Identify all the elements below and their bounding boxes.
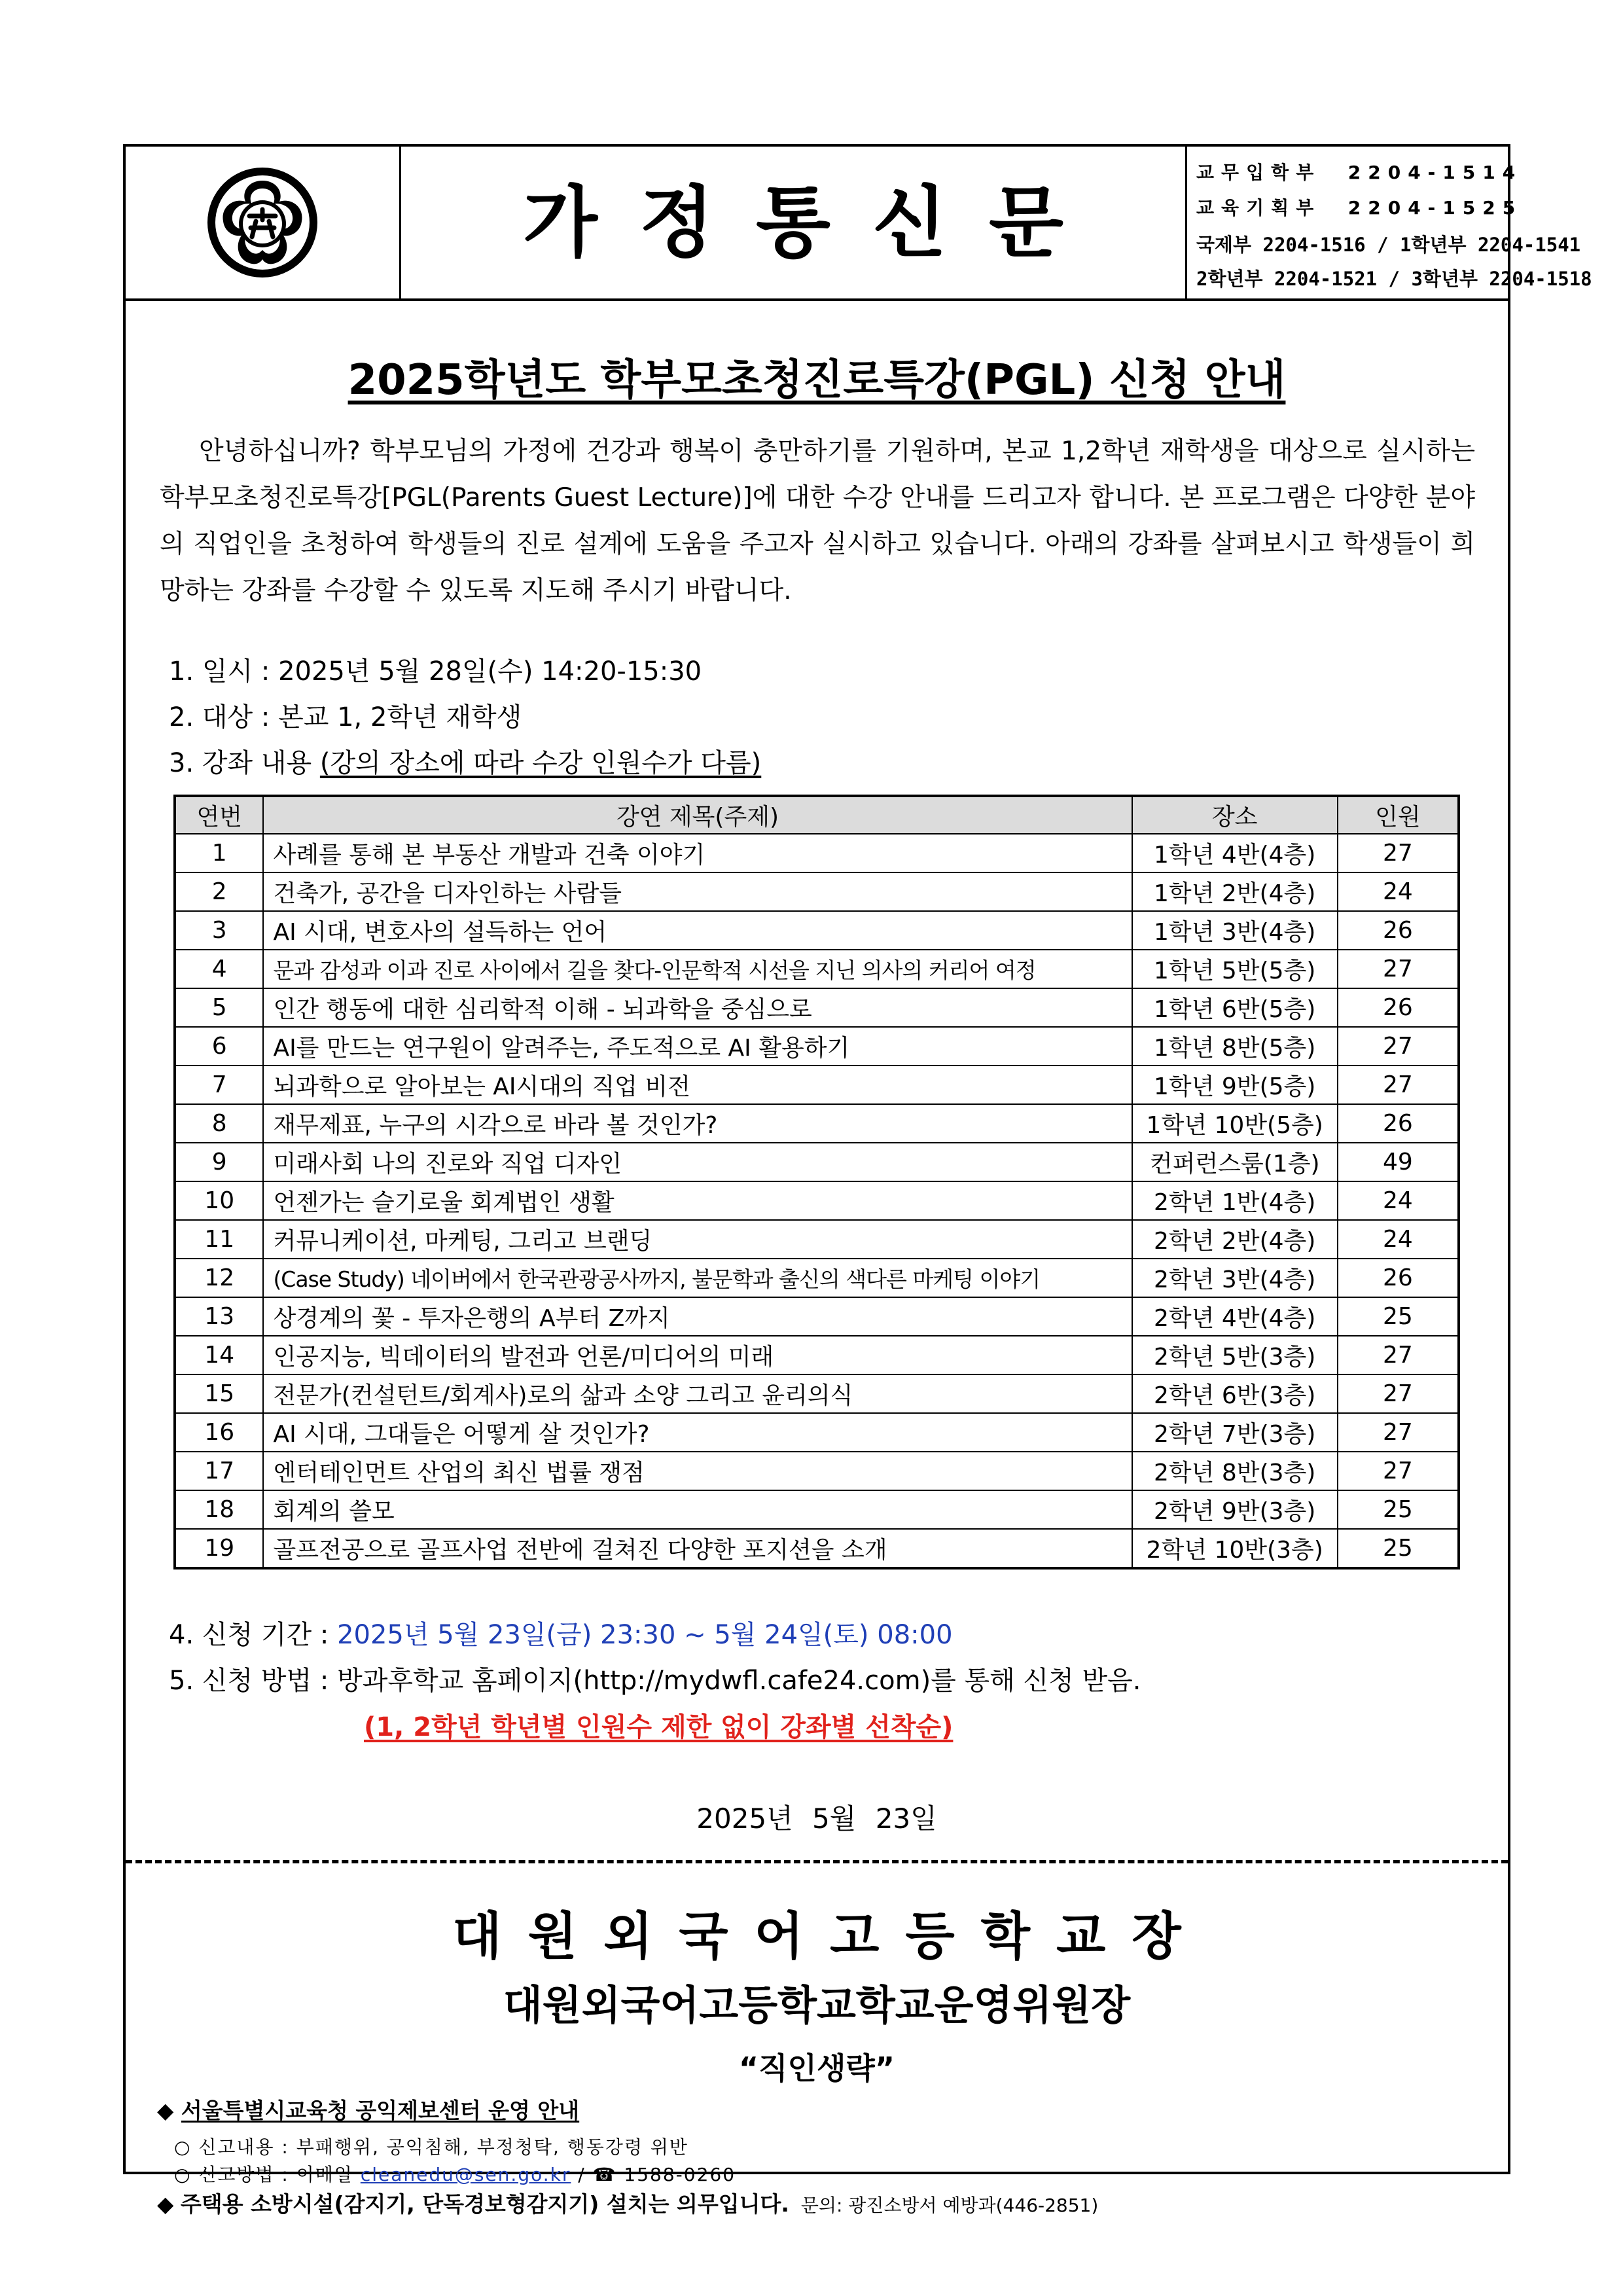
item-target: 2. 대상 : 본교 1, 2학년 재학생 bbox=[169, 702, 522, 732]
table-row bbox=[175, 1143, 1459, 1181]
fire-safety-notice: ◆ 주택용 소방시설(감지기, 단독경보형감지기) 설치는 의무입니다. 문의: 광진소방서 예방과(446-2851) bbox=[157, 2191, 1099, 2217]
cell-title: 재무제표, 누구의 시각으로 바라 볼 것인가? bbox=[263, 1104, 1132, 1143]
method-note: (1, 2학년 학년별 인원수 제한 없이 강좌별 선착순) bbox=[364, 1712, 954, 1742]
item-content: 3. 강좌 내용 (강의 장소에 따라 수강 인원수가 다름) bbox=[169, 748, 762, 778]
cell-place: 1학년 3반(4층) bbox=[1132, 911, 1338, 950]
table-row bbox=[175, 1452, 1459, 1490]
cell-title: AI 시대, 그대들은 어떻게 살 것인가? bbox=[263, 1413, 1132, 1452]
principal-name: 대원외국어고등학교장 bbox=[452, 1907, 1207, 1966]
contact-academic: 교무입학부 2204-1514 bbox=[1196, 162, 1523, 183]
cell-no: 9 bbox=[175, 1143, 263, 1181]
cell-no: 6 bbox=[175, 1027, 263, 1066]
cell-count: 27 bbox=[1338, 1452, 1459, 1490]
issue-date: 2025년 5월 23일 bbox=[696, 1803, 937, 1835]
committee-name: 대원외국어고등학교학교운영위원장 bbox=[503, 1981, 1131, 2029]
cell-no: 5 bbox=[175, 988, 263, 1027]
cell-no: 13 bbox=[175, 1297, 263, 1336]
cell-title: 상경계의 꽃 - 투자은행의 A부터 Z까지 bbox=[263, 1297, 1132, 1336]
cell-no: 11 bbox=[175, 1220, 263, 1259]
cell-no: 1 bbox=[175, 834, 263, 872]
cell-title: 사례를 통해 본 부동산 개발과 건축 이야기 bbox=[263, 834, 1132, 872]
cell-place: 2학년 7반(3층) bbox=[1132, 1413, 1338, 1452]
cell-place: 1학년 8반(5층) bbox=[1132, 1027, 1338, 1066]
intro-paragraph: 안녕하십니까? 학부모님의 가정에 건강과 행복이 충만하기를 기원하며, 본교 1,2학년 재학생을 대상으로 실시하는 학부모초청진로특강[PGL(Parents Guest Lecture)]에 대한 수강 안내를 드리고자 합니다. 본 프로그램은 다양한 분야의 직업인을 초청하여 학생들의 진로 설계에 도움을 주고자 실시하고 있습니다. 아래의 강좌를 살펴보시고 학생들이 희망하는 강좌를 수강할 수 있도록 지도해 주시기 바랍니다. bbox=[160, 437, 1475, 605]
logo-cell bbox=[126, 147, 401, 298]
cell-no: 19 bbox=[175, 1529, 263, 1568]
table-row bbox=[175, 1027, 1459, 1066]
cell-place: 2학년 10반(3층) bbox=[1132, 1529, 1338, 1568]
table-row bbox=[175, 1413, 1459, 1452]
cell-no: 8 bbox=[175, 1104, 263, 1143]
table-row bbox=[175, 1066, 1459, 1104]
cell-place: 1학년 9반(5층) bbox=[1132, 1066, 1338, 1104]
cell-count: 27 bbox=[1338, 950, 1459, 988]
cell-place: 1학년 5반(5층) bbox=[1132, 950, 1338, 988]
cell-title: 인공지능, 빅데이터의 발전과 언론/미디어의 미래 bbox=[263, 1336, 1132, 1374]
cell-title: 건축가, 공간을 디자인하는 사람들 bbox=[263, 872, 1132, 911]
cell-count: 27 bbox=[1338, 1413, 1459, 1452]
cell-count: 26 bbox=[1338, 1104, 1459, 1143]
whistleblower-title: ◆ 서울특별시교육청 공익제보센터 운영 안내 bbox=[157, 2098, 580, 2123]
title-cell bbox=[401, 147, 1187, 298]
cell-count: 25 bbox=[1338, 1529, 1459, 1568]
email-link[interactable]: cleanedu@sen.go.kr bbox=[360, 2164, 571, 2185]
header-count: 인원 bbox=[1338, 796, 1459, 834]
table-row bbox=[175, 872, 1459, 911]
cell-place: 2학년 3반(4층) bbox=[1132, 1259, 1338, 1297]
cell-place: 2학년 5반(3층) bbox=[1132, 1336, 1338, 1374]
cell-count: 27 bbox=[1338, 1336, 1459, 1374]
cell-place: 2학년 1반(4층) bbox=[1132, 1181, 1338, 1220]
cell-count: 25 bbox=[1338, 1297, 1459, 1336]
cell-title: 언젠가는 슬기로울 회계법인 생활 bbox=[263, 1181, 1132, 1220]
cell-count: 27 bbox=[1338, 1374, 1459, 1413]
table-header-row bbox=[175, 796, 1459, 834]
cell-no: 7 bbox=[175, 1066, 263, 1104]
cell-no: 2 bbox=[175, 872, 263, 911]
cell-no: 15 bbox=[175, 1374, 263, 1413]
cell-count: 27 bbox=[1338, 1027, 1459, 1066]
cell-no: 3 bbox=[175, 911, 263, 950]
cell-count: 49 bbox=[1338, 1143, 1459, 1181]
table-row bbox=[175, 1490, 1459, 1529]
header bbox=[126, 147, 1592, 301]
cell-title: 커뮤니케이션, 마케팅, 그리고 브랜딩 bbox=[263, 1220, 1132, 1259]
cell-place: 2학년 6반(3층) bbox=[1132, 1374, 1338, 1413]
header-no: 연번 bbox=[175, 796, 263, 834]
cell-no: 14 bbox=[175, 1336, 263, 1374]
cell-count: 25 bbox=[1338, 1490, 1459, 1529]
table-row bbox=[175, 834, 1459, 872]
cell-title: AI를 만드는 연구원이 알려주는, 주도적으로 AI 활용하기 bbox=[263, 1027, 1132, 1066]
cell-count: 26 bbox=[1338, 911, 1459, 950]
table-row bbox=[175, 1374, 1459, 1413]
page-title: 가정통신문 bbox=[523, 177, 1105, 268]
lecture-table bbox=[173, 795, 1460, 1570]
cell-count: 24 bbox=[1338, 1220, 1459, 1259]
cell-place: 컨퍼런스룸(1층) bbox=[1132, 1143, 1338, 1181]
cell-title: 인간 행동에 대한 심리학적 이해 - 뇌과학을 중심으로 bbox=[263, 988, 1132, 1027]
cell-no: 4 bbox=[175, 950, 263, 988]
table-row bbox=[175, 1220, 1459, 1259]
table-row bbox=[175, 911, 1459, 950]
item-period: 4. 신청 기간 : 2025년 5월 23일(금) 23:30 ~ 5월 24일(토) 08:00 bbox=[169, 1620, 953, 1650]
header-place: 장소 bbox=[1132, 796, 1338, 834]
cell-title: 문과 감성과 이과 진로 사이에서 길을 찾다-인문학적 시선을 지닌 의사의 커리어 여정 bbox=[263, 950, 1132, 988]
divider bbox=[126, 1860, 1508, 1863]
cell-title: 뇌과학으로 알아보는 AI시대의 직업 비전 bbox=[263, 1066, 1132, 1104]
item-method: 5. 신청 방법 : 방과후학교 홈페이지(http://mydwfl.cafe24.com)를 통해 신청 받음. bbox=[169, 1666, 1141, 1696]
cell-place: 2학년 8반(3층) bbox=[1132, 1452, 1338, 1490]
table-row bbox=[175, 1181, 1459, 1220]
cell-count: 24 bbox=[1338, 872, 1459, 911]
cell-title: 회계의 쓸모 bbox=[263, 1490, 1132, 1529]
cell-title: (Case Study) 네이버에서 한국관광공사까지, 불문학과 출신의 색다른 마케팅 이야기 bbox=[263, 1259, 1132, 1297]
cell-no: 10 bbox=[175, 1181, 263, 1220]
table-row bbox=[175, 988, 1459, 1027]
table-row bbox=[175, 1336, 1459, 1374]
cell-count: 24 bbox=[1338, 1181, 1459, 1220]
table-row bbox=[175, 1104, 1459, 1143]
report-method-line: ○ 신고방법 : 이메일 cleanedu@sen.go.kr / ☎ 1588-0260 bbox=[174, 2164, 736, 2185]
cell-place: 1학년 6반(5층) bbox=[1132, 988, 1338, 1027]
report-content-line: ○ 신고내용 : 부패행위, 공익침해, 부정청탁, 행동강령 위반 bbox=[174, 2136, 688, 2158]
cell-place: 1학년 4반(4층) bbox=[1132, 834, 1338, 872]
contact-line-3: 국제부 2204-1516 / 1학년부 2204-1541 bbox=[1196, 234, 1581, 256]
cell-count: 27 bbox=[1338, 834, 1459, 872]
cell-title: 미래사회 나의 진로와 직업 디자인 bbox=[263, 1143, 1132, 1181]
cell-place: 2학년 2반(4층) bbox=[1132, 1220, 1338, 1259]
table-row bbox=[175, 950, 1459, 988]
cell-place: 2학년 4반(4층) bbox=[1132, 1297, 1338, 1336]
cell-no: 16 bbox=[175, 1413, 263, 1452]
contact-planning: 교육기획부 2204-1525 bbox=[1196, 197, 1523, 219]
cell-no: 17 bbox=[175, 1452, 263, 1490]
contact-line-4: 2학년부 2204-1521 / 3학년부 2204-1518 bbox=[1196, 268, 1592, 290]
cell-place: 1학년 10반(5층) bbox=[1132, 1104, 1338, 1143]
notice-frame bbox=[123, 144, 1592, 2217]
cell-count: 26 bbox=[1338, 988, 1459, 1027]
lecture-table-body bbox=[175, 834, 1459, 1568]
cell-no: 18 bbox=[175, 1490, 263, 1529]
cell-title: 엔터테인먼트 산업의 최신 법률 쟁점 bbox=[263, 1452, 1132, 1490]
table-row bbox=[175, 1259, 1459, 1297]
seal-omitted: “직인생략” bbox=[738, 2051, 895, 2086]
cell-place: 1학년 2반(4층) bbox=[1132, 872, 1338, 911]
cell-no: 12 bbox=[175, 1259, 263, 1297]
table-row bbox=[175, 1529, 1459, 1568]
document-title: 2025학년도 학부모초청진로특강(PGL) 신청 안내 bbox=[348, 356, 1286, 404]
cell-title: AI 시대, 변호사의 설득하는 언어 bbox=[263, 911, 1132, 950]
item-schedule: 1. 일시 : 2025년 5월 28일(수) 14:20-15:30 bbox=[169, 656, 702, 687]
cell-title: 골프전공으로 골프사업 전반에 걸쳐진 다양한 포지션을 소개 bbox=[263, 1529, 1132, 1568]
cell-title: 전문가(컨설턴트/회계사)로의 삶과 소양 그리고 윤리의식 bbox=[263, 1374, 1132, 1413]
cell-count: 27 bbox=[1338, 1066, 1459, 1104]
table-row bbox=[175, 1297, 1459, 1336]
header-title: 강연 제목(주제) bbox=[263, 796, 1132, 834]
school-emblem-icon bbox=[204, 164, 321, 281]
cell-place: 2학년 9반(3층) bbox=[1132, 1490, 1338, 1529]
cell-count: 26 bbox=[1338, 1259, 1459, 1297]
contact-cell bbox=[1187, 147, 1592, 298]
